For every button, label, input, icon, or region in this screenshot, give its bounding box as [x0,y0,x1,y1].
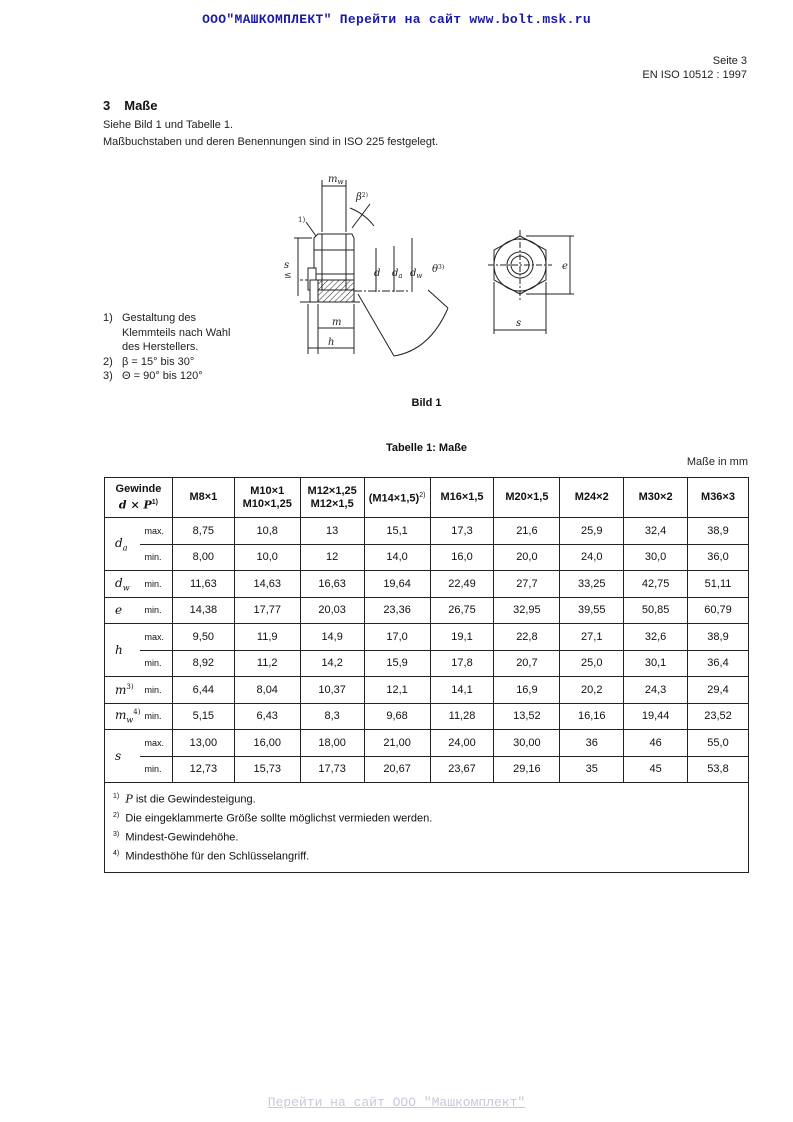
label-e: e [562,261,568,272]
limit-label: min. [140,650,172,677]
table-cell: 39,55 [560,597,624,624]
table-cell: 9,50 [172,624,234,651]
nut-drawing [270,168,590,366]
dimension-symbol: e [105,597,141,624]
table-row [105,624,749,651]
limit-label: min. [140,677,172,704]
table-cell: 20,0 [494,544,560,571]
table-cell: 42,75 [624,571,688,598]
label-theta: $\theta^{3)}$ [432,264,445,275]
table-cell: 20,67 [364,756,430,783]
table-cell: 10,37 [300,677,364,704]
table-cell: 23,36 [364,597,430,624]
table-cell: 12,1 [364,677,430,704]
table-cell: 14,63 [234,571,300,598]
footnote: $^{3)}$ Mindest-Gewindehöhe. [113,831,239,844]
table-cell: 27,7 [494,571,560,598]
table-cell: 24,3 [624,677,688,704]
limit-label: min. [140,571,172,598]
limit-label: max. [140,730,172,757]
label-s-width: s [516,318,522,329]
table-row [105,677,749,704]
table-cell: 16,00 [234,730,300,757]
footnotes [105,783,749,873]
thread-size-header: $(M14\times 1,5)^{2)}$ [364,478,430,518]
figure-note-3: 3) Θ = 90° bis 120° [103,370,203,382]
table-cell: 5,15 [172,703,234,730]
table-cell: 21,6 [494,518,560,545]
table-cell: 15,1 [364,518,430,545]
table-cell: 24,0 [560,544,624,571]
section-title: Maße [124,98,158,113]
table-cell: 36,0 [688,544,749,571]
figure-notes [103,311,230,384]
table-cell: 13,52 [494,703,560,730]
table-cell: 50,85 [624,597,688,624]
table-cell: 30,0 [624,544,688,571]
table-cell: 16,0 [430,544,494,571]
footnote-row [105,783,749,873]
table-cell: 17,77 [234,597,300,624]
table-body [105,518,749,873]
table-cell: 17,3 [430,518,494,545]
limit-label: min. [140,597,172,624]
table-row [105,756,749,783]
table-cell: 36 [560,730,624,757]
dimension-symbol: $d_a$ [105,518,141,571]
table-cell: 20,7 [494,650,560,677]
figure-note-1: 1) Gestaltung des Klemmteils nach Wahl des Herstellers. [103,312,231,353]
thread-size-header: M24×2 [560,478,624,518]
table-cell: 15,73 [234,756,300,783]
limit-label: max. [140,624,172,651]
table-cell: 32,95 [494,597,560,624]
footnote: $^{2)}$ Die eingeklammerte Größe sollte möglichst vermieden werden. [113,812,433,825]
table-cell: 23,52 [688,703,749,730]
table-cell: 29,4 [688,677,749,704]
page-label: Seite 3 [712,55,747,67]
table-cell: 25,0 [560,650,624,677]
table-row [105,544,749,571]
table-cell: 19,1 [430,624,494,651]
table-cell: 10,0 [234,544,300,571]
footnote: $^{1)}$ P ist die Gewindesteigung. [113,792,256,806]
table-cell: 33,25 [560,571,624,598]
side-view [294,180,448,356]
table-cell: 38,9 [688,624,749,651]
table-cell: 14,2 [300,650,364,677]
section-heading [103,98,157,113]
table-cell: 6,43 [234,703,300,730]
label-m: m [332,317,342,328]
footnote: $^{4)}$ Mindesthöhe für den Schlüsselangriff. [113,850,310,864]
table-cell: 36,4 [688,650,749,677]
table-cell: 55,0 [688,730,749,757]
limit-label: max. [140,518,172,545]
label-le: ≤ [284,271,292,281]
dimension-symbol: $m_w^{4)}$ [105,703,141,730]
table-cell: 17,0 [364,624,430,651]
thread-size-header: M12×1,25 M12×1,5 [300,478,364,518]
table-cell: 12 [300,544,364,571]
table-cell: 32,6 [624,624,688,651]
thread-size-header: M10×1 M10×1,25 [234,478,300,518]
label-da: $d_a$ [392,268,403,280]
table-row [105,518,749,545]
table-cell: 11,28 [430,703,494,730]
table-cell: 24,00 [430,730,494,757]
dimension-symbol: $d_w$ [105,571,141,598]
label-dw: $d_w$ [410,268,423,280]
label-note1: 1) [298,216,306,224]
unit-note: Maße in mm [686,456,748,468]
table-cell: 22,49 [430,571,494,598]
table-cell: 14,9 [300,624,364,651]
table-cell: 25,9 [560,518,624,545]
thread-header-symbol: $d \times P^{1)}$ [118,498,158,512]
table-cell: 8,00 [172,544,234,571]
table-cell: 13 [300,518,364,545]
table-cell: 20,2 [560,677,624,704]
table-cell: 12,73 [172,756,234,783]
thread-size-header: M20×1,5 [494,478,560,518]
label-d: d [374,268,381,279]
table-cell: 13,00 [172,730,234,757]
thread-size-header: M8×1 [172,478,234,518]
section-text-2: Maßbuchstaben und deren Benennungen sind in ISO 225 festgelegt. [103,136,439,148]
table-cell: 6,44 [172,677,234,704]
table-cell: 38,9 [688,518,749,545]
table-cell: 11,2 [234,650,300,677]
standard-number: EN ISO 10512 : 1997 [642,69,747,81]
table-cell: 17,73 [300,756,364,783]
table-cell: 26,75 [430,597,494,624]
dimension-symbol: s [105,730,141,783]
dimension-symbol: h [105,624,141,677]
section-text-1: Siehe Bild 1 und Tabelle 1. [103,119,234,131]
table-cell: 27,1 [560,624,624,651]
table-cell: 9,68 [364,703,430,730]
table-cell: 29,16 [494,756,560,783]
table-cell: 46 [624,730,688,757]
table-row [105,597,749,624]
table-cell: 8,92 [172,650,234,677]
label-mw: $m_w$ [328,174,344,186]
table-cell: 23,67 [430,756,494,783]
table-cell: 32,4 [624,518,688,545]
table-cell: 11,9 [234,624,300,651]
table-cell: 35 [560,756,624,783]
page-reference [642,54,747,82]
figure-note-2: 2) β = 15° bis 30° [103,355,195,368]
section-number: 3 [103,98,111,113]
table-cell: 22,8 [494,624,560,651]
table-cell: 14,1 [430,677,494,704]
thread-size-header: M30×2 [624,478,688,518]
table-cell: 20,03 [300,597,364,624]
table-cell: 45 [624,756,688,783]
limit-label: min. [140,756,172,783]
limit-label: min. [140,703,172,730]
table-cell: 60,79 [688,597,749,624]
thread-size-header: M16×1,5 [430,478,494,518]
table-row [105,730,749,757]
table-cell: 30,1 [624,650,688,677]
table-cell: 10,8 [234,518,300,545]
table-cell: 11,63 [172,571,234,598]
header-row [105,478,749,518]
table-head [105,478,749,518]
table-cell: 8,04 [234,677,300,704]
table-cell: 18,00 [300,730,364,757]
top-banner-link[interactable]: ООО"МАШКОМПЛЕКТ" Перейти на сайт www.bolt.msk.ru [202,12,591,27]
thread-size-header: M36×3 [688,478,749,518]
table-cell: 16,63 [300,571,364,598]
table-cell: 17,8 [430,650,494,677]
limit-label: min. [140,544,172,571]
dimensions-table [104,477,749,873]
table-cell: 30,00 [494,730,560,757]
table-cell: 14,38 [172,597,234,624]
table-cell: 8,75 [172,518,234,545]
table-cell: 19,44 [624,703,688,730]
table-caption: Tabelle 1: Maße [385,442,468,454]
label-h: h [328,337,335,348]
label-beta: $\beta^{2)}$ [356,192,368,203]
top-view [488,230,574,334]
figure-caption: Bild 1 [411,397,442,409]
table-row [105,703,749,730]
footer-link[interactable]: Перейти на сайт ООО "Машкомплект" [267,1095,526,1110]
table-cell: 19,64 [364,571,430,598]
thread-header-label: Gewinde [115,482,162,495]
table-row [105,571,749,598]
thread-header [105,478,173,518]
table-cell: 8,3 [300,703,364,730]
dimension-symbol: $m^{3)}$ [105,677,141,704]
table-cell: 51,11 [688,571,749,598]
table-cell: 21,00 [364,730,430,757]
table-cell: 16,16 [560,703,624,730]
table-cell: 15,9 [364,650,430,677]
table-cell: 14,0 [364,544,430,571]
label-s-left: s [284,260,290,271]
table-cell: 16,9 [494,677,560,704]
table-row [105,650,749,677]
table-cell: 53,8 [688,756,749,783]
